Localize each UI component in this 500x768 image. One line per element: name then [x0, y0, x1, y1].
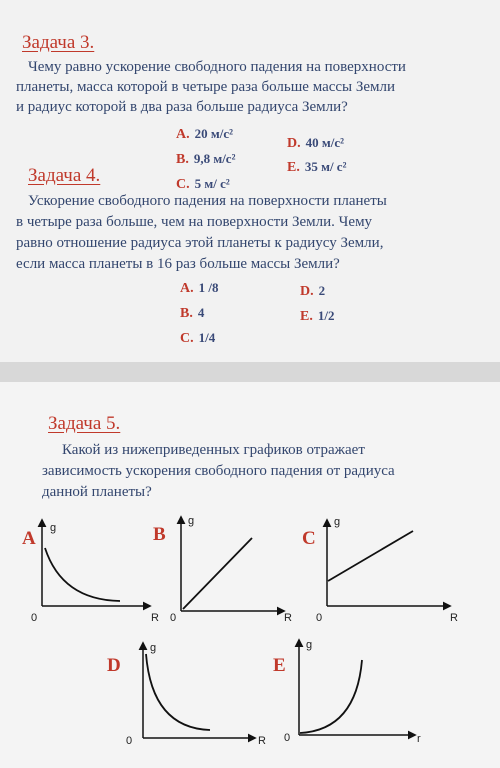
graph-c-x-label: R	[450, 612, 458, 624]
option-text: 1/4	[198, 330, 216, 345]
option-text: 1 /8	[198, 280, 219, 295]
graph-d-curve	[146, 654, 210, 730]
option-letter: E.	[300, 309, 313, 324]
graph-a-label: A	[22, 528, 36, 549]
task4-question-line-2: в четыре раза больше, чем на поверхности Земли. Чему	[16, 214, 373, 230]
option-letter: B.	[176, 152, 189, 167]
graph-c-label: C	[302, 528, 316, 549]
graph-a-y-label: g	[50, 522, 57, 534]
task4-question-line-4: если масса планеты в 16 раз больше массы Земли?	[16, 256, 340, 272]
graph-b[interactable]	[170, 515, 292, 624]
task3-question-line-1: Чему равно ускорение свободного падения на поверхности	[28, 59, 406, 75]
graph-d-x-label: R	[258, 735, 266, 747]
option-letter: D.	[300, 284, 314, 299]
option-text: 1/2	[317, 308, 335, 323]
option-text: 9,8 м/с²	[193, 151, 236, 166]
graph-b-label: B	[153, 524, 166, 545]
graph-e-label: E	[273, 655, 286, 676]
graph-d[interactable]	[126, 642, 266, 747]
option-letter: A.	[176, 127, 190, 142]
graph-e-curve	[300, 660, 362, 733]
option-text: 20 м/с²	[194, 126, 234, 141]
option-letter: D.	[287, 136, 301, 151]
task4-title: Задача 4.	[28, 165, 101, 186]
graph-b-line	[183, 538, 252, 609]
task5-question-line-3: данной планеты?	[42, 484, 152, 500]
option-letter: E.	[287, 160, 300, 175]
task3-question-line-2: планеты, масса которой в четыре раза больше массы Земли	[16, 79, 396, 95]
option-letter: A.	[180, 281, 194, 296]
graph-c-line	[328, 531, 413, 581]
option-letter: B.	[180, 306, 193, 321]
option-text: 35 м/ с²	[304, 159, 347, 174]
option-text: 5 м/ с²	[194, 176, 230, 191]
graph-b-origin: 0	[170, 612, 177, 624]
task4-question-line-3: равно отношение радиуса этой планеты к радиусу Земли,	[16, 235, 384, 251]
graph-a-curve	[45, 548, 120, 601]
task5-question-line-2: зависимость ускорения свободного падения от радиуса	[42, 463, 395, 479]
graph-e-x-label: r	[417, 733, 421, 745]
option-text: 2	[318, 283, 326, 298]
graph-d-y-label: g	[150, 642, 157, 654]
graph-b-y-label: g	[188, 515, 195, 527]
task5-question-line-1: Какой из нижеприведенных графиков отражает	[62, 442, 365, 458]
graph-c[interactable]	[316, 516, 458, 624]
option-letter: C.	[180, 331, 194, 346]
task4-question-line-1: Ускорение свободного падения на поверхности планеты	[28, 193, 387, 209]
graph-c-origin: 0	[316, 612, 323, 624]
task3-question-line-3: и радиус которой в два раза больше радиуса Земли?	[16, 99, 348, 115]
graph-a-x-label: R	[151, 612, 159, 624]
graph-b-x-label: R	[284, 612, 292, 624]
graph-d-label: D	[107, 655, 121, 676]
graph-e-y-label: g	[306, 639, 313, 651]
option-text: 40 м/с²	[305, 135, 345, 150]
graph-c-y-label: g	[334, 516, 341, 528]
task3-title: Задача 3.	[22, 32, 95, 53]
option-text: 4	[197, 305, 205, 320]
graph-a[interactable]	[31, 520, 159, 624]
task5-title: Задача 5.	[48, 413, 121, 434]
option-letter: C.	[176, 177, 190, 192]
graph-a-origin: 0	[31, 612, 38, 624]
graph-e-origin: 0	[284, 732, 291, 744]
graph-e[interactable]	[284, 639, 421, 745]
graph-d-origin: 0	[126, 735, 133, 747]
